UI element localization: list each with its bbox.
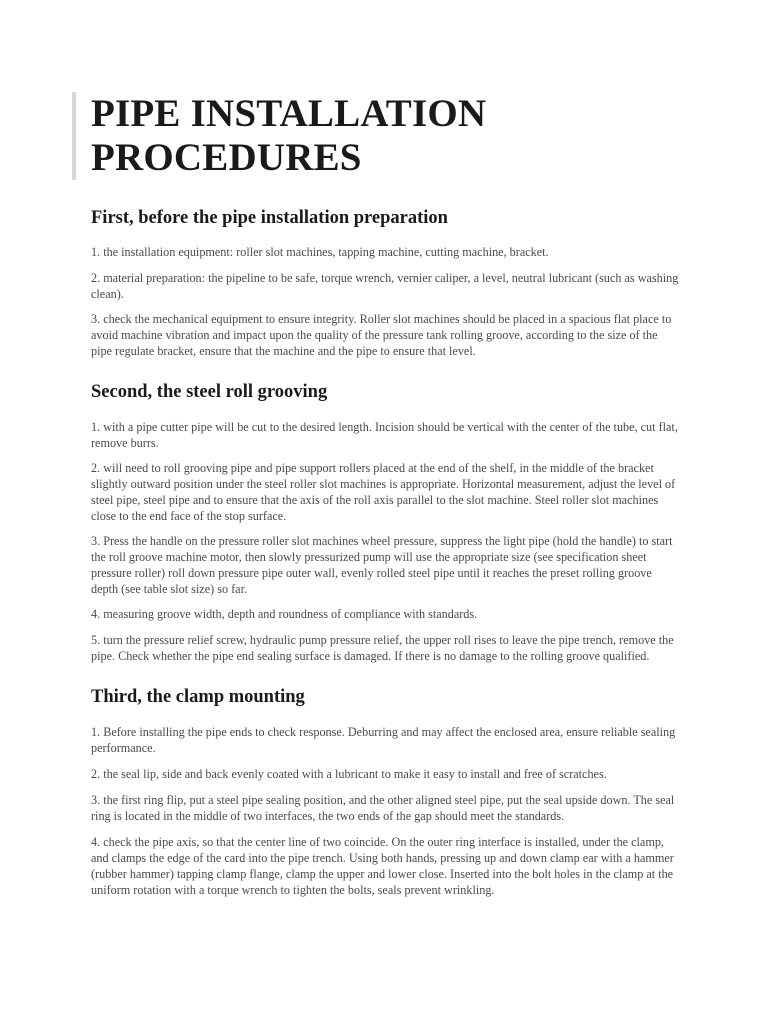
paragraph: 4. check the pipe axis, so that the center line of two coincide. On the outer ring interface is installed, under the clamp, and clamps the edge of the card into the pipe trench. Using both hands, pressing up and down clamp ear with a hammer (rubber hammer) tapping clamp flange, clamp the upper and lower close. Inserted into the bolt holes in the clamp at the uniform rotation with a torque wrench to tighten the bolts, seals prevent wrinkling. [91, 835, 674, 897]
page-title: PIPE INSTALLATION PROCEDURES [91, 92, 487, 179]
document-body [91, 206, 681, 898]
paragraph: 2. the seal lip, side and back evenly coated with a lubricant to make it easy to install and free of scratches. [91, 767, 607, 781]
paragraph: 3. the first ring flip, put a steel pipe sealing position, and the other aligned steel pipe, put the seal upside down. The seal ring is located in the middle of two interfaces, the two ends of the gap should meet the standards. [91, 793, 675, 823]
paragraph: 5. turn the pressure relief screw, hydraulic pump pressure relief, the upper roll rises to leave the pipe trench, remove the pipe. Check whether the pipe end sealing surface is damaged. If there is no damage to the rolling groove qualified. [91, 633, 674, 663]
section-heading-second: Second, the steel roll grooving [91, 382, 328, 402]
paragraph: 1. the installation equipment: roller slot machines, tapping machine, cutting machine, bracket. [91, 245, 549, 259]
section-heading-first: First, before the pipe installation preparation [91, 208, 448, 228]
paragraph: 2. material preparation: the pipeline to be safe, torque wrench, vernier caliper, a level, neutral lubricant (such as washing clean). [91, 271, 679, 301]
paragraph: 4. measuring groove width, depth and roundness of compliance with standards. [91, 607, 478, 621]
paragraph: 1. Before installing the pipe ends to check response. Deburring and may affect the enclosed area, ensure reliable sealing performance. [91, 725, 676, 755]
paragraph: 1. with a pipe cutter pipe will be cut to the desired length. Incision should be vertical with the center of the tube, cut flat, remove burrs. [91, 420, 678, 450]
section-heading-third: Third, the clamp mounting [91, 687, 305, 707]
paragraph: 3. Press the handle on the pressure roller slot machines wheel pressure, suppress the light pipe (hold the handle) to start the roll groove machine motor, then slowly pressurized pump will use the appropriate size (see specification sheet pressure roller) roll down pressure pipe outer wall, evenly rolled steel pipe until it reaches the preset rolling groove depth (see table slot size) so far. [91, 534, 673, 596]
title-block [72, 92, 711, 180]
paragraph: 3. check the mechanical equipment to ensure integrity. Roller slot machines should be placed in a spacious flat place to avoid machine vibration and impact upon the quality of the pressure tank rolling groove, according to the size of the pipe regulate bracket, ensure that the machine and the pipe to ensure that level. [91, 312, 672, 358]
paragraph: 2. will need to roll grooving pipe and pipe support rollers placed at the end of the shelf, in the middle of the bracket slightly outward position under the steel roller slot machines is appropriate. Horizontal measurement, adjust the level of steel pipe, steel pipe and to ensure that the axis of the roll axis parallel to the slot machine. Steel roller slot machines close to the end face of the stop surface. [91, 461, 676, 523]
